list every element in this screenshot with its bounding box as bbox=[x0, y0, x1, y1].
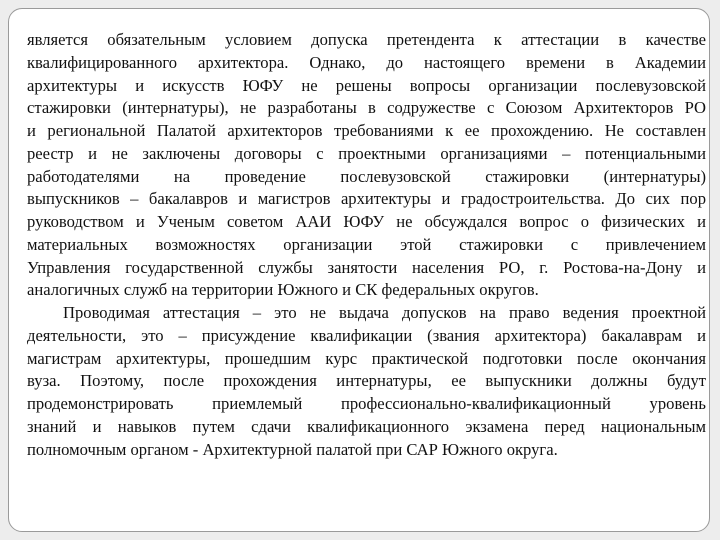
text-line: аналогичных служб на территории Южного и СК федеральных округов. bbox=[27, 280, 539, 300]
text-line: руководством и Ученым советом ААИ ЮФУ не обсуждался вопрос о физических и bbox=[27, 212, 706, 231]
text-line: магистрам архитектуры, прошедшим курс практической подготовки после окончания bbox=[27, 348, 706, 368]
text-line: выпускников – бакалавров и магистров архитектуры и градостроительства. До сих пор bbox=[27, 189, 706, 209]
text-line: квалифицированного архитектора. Однако, до настоящего времени в Академии bbox=[27, 52, 706, 72]
document-body bbox=[27, 29, 706, 461]
text-line: архитектуры и искусств ЮФУ не решены вопросы организации послевузовской bbox=[27, 75, 706, 95]
text-line: и региональной Палатой архитекторов требованиями к ее прохождению. Не составлен bbox=[27, 121, 706, 140]
text-line: является обязательным условием допуска претендента к аттестации в качестве bbox=[27, 30, 706, 49]
text-line: Проводимая аттестация – это не выдача допусков на право ведения проектной bbox=[63, 303, 706, 322]
text-line: работодателями на проведение послевузовской стажировки (интернатуры) bbox=[27, 166, 706, 186]
text-line: полномочным органом - Архитектурной палатой при САР Южного округа. bbox=[27, 439, 558, 459]
slide-frame bbox=[8, 8, 710, 532]
text-line: деятельности, это – присуждение квалификации (звания архитектора) бакалаврам и bbox=[27, 325, 706, 345]
text-line: знаний и навыков путем сдачи квалификационного экзамена перед национальным bbox=[27, 416, 706, 436]
paragraph-2 bbox=[27, 302, 706, 461]
paragraph-1 bbox=[27, 29, 706, 302]
text-line: стажировки (интернатуры), не разработаны в содружестве с Союзом Архитекторов РО bbox=[27, 98, 706, 118]
text-line: материальных возможностях организации этой стажировки с привлечением bbox=[27, 234, 706, 254]
text-line: продемонстрировать приемлемый профессионально-квалификационный уровень bbox=[27, 394, 706, 413]
text-line: вуза. Поэтому, после прохождения интернатуры, ее выпускники должны будут bbox=[27, 371, 706, 391]
text-line: Управления государственной службы занятости населения РО, г. Ростова-на-Дону и bbox=[27, 257, 706, 277]
text-line: реестр и не заключены договоры с проектными организациями – потенциальными bbox=[27, 143, 706, 163]
